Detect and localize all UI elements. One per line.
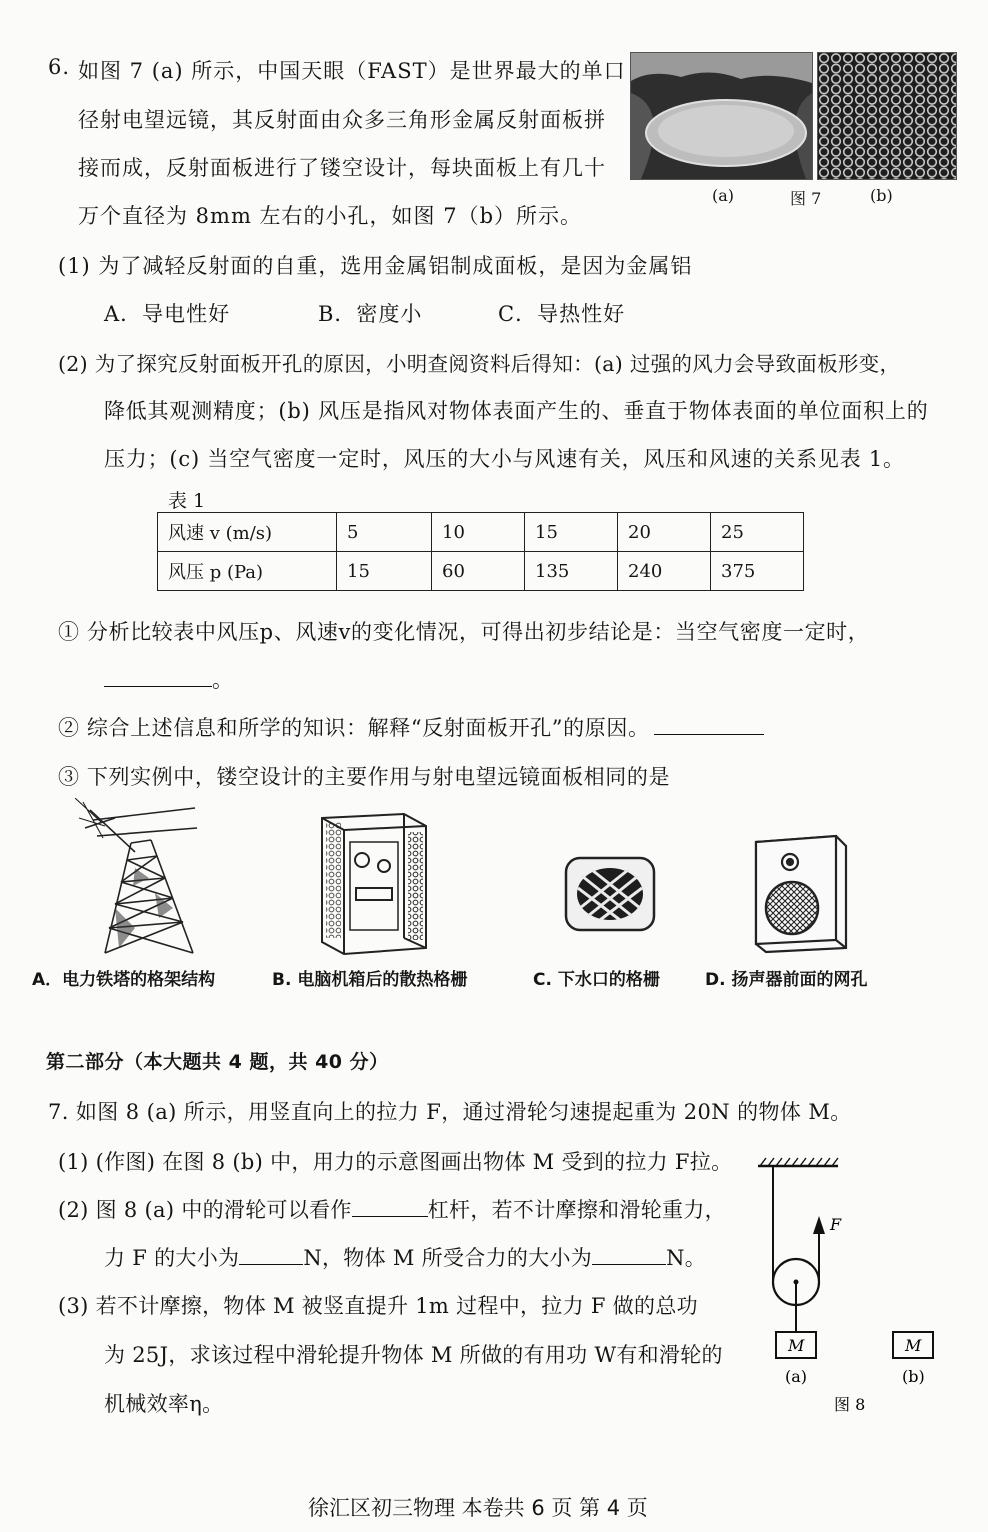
table-cell: 5	[337, 513, 432, 552]
q6-sub1-option-a: A．导电性好	[104, 302, 231, 326]
fig7-label-a: (a)	[712, 186, 735, 205]
part2-heading: 第二部分（本大题共 4 题，共 40 分）	[46, 1051, 389, 1073]
table-cell: 15	[337, 552, 432, 591]
fig7-label-b: (b)	[870, 186, 893, 205]
q6-item2-line	[58, 712, 764, 742]
q6-item1-answer-line	[104, 664, 234, 694]
table-cell: 风速 v (m/s)	[158, 513, 337, 552]
fig8-label-b: (b)	[902, 1367, 925, 1386]
q6-sub2-line-3: 压力；(c) 当空气密度一定时，风压的大小与风速有关，风压和风速的关系见表 1。	[104, 447, 905, 471]
q6-option-c-caption: C. 下水口的格栅	[533, 970, 660, 990]
table1-title: 表 1	[168, 490, 206, 512]
table-row	[158, 552, 804, 591]
q6-option-b-caption: B. 电脑机箱后的散热格栅	[272, 970, 468, 990]
q7-sub2-text-a: (2) 图 8 (a) 中的滑轮可以看作	[58, 1198, 352, 1222]
computer-case-illustration	[314, 808, 434, 956]
q7-sub2-text-b: 杠杆，若不计摩擦和滑轮重力，	[427, 1198, 726, 1222]
q6-item1-line-1: ① 分析比较表中风压p、风速v的变化情况，可得出初步结论是：当空气密度一定时，	[58, 620, 870, 644]
q6-sub1-option-b: B．密度小	[318, 302, 423, 326]
fast-telescope-photo	[630, 52, 813, 180]
table-cell: 60	[432, 552, 525, 591]
q6-number: 6.	[48, 55, 71, 79]
answer-blank[interactable]	[654, 734, 764, 735]
q6-sub1-option-c: C．导热性好	[498, 302, 626, 326]
q7-sub3-line-3: 机械效率η。	[104, 1392, 224, 1416]
table-row	[158, 513, 804, 552]
q7-sub2-text-d: N，物体 M 所受合力的大小为	[303, 1246, 593, 1270]
q6-item1-end: 。	[212, 668, 234, 692]
q6-intro-line-2: 径射电望远镜，其反射面由众多三角形金属反射面板拼	[78, 108, 606, 132]
page-footer: 徐汇区初三物理 本卷共 6 页 第 4 页	[308, 1496, 648, 1520]
pulley-figure	[750, 1150, 950, 1420]
perforated-panel-photo	[817, 52, 957, 180]
force-label: F	[830, 1215, 842, 1234]
wind-pressure-table	[157, 512, 804, 591]
q7-intro: 7. 如图 8 (a) 所示，用竖直向上的拉力 F，通过滑轮匀速提起重为 20N 的物体 M。	[48, 1100, 852, 1124]
ceiling	[758, 1158, 838, 1166]
power-tower-illustration	[75, 798, 215, 958]
table-cell: 25	[711, 513, 804, 552]
mass-label-b: M	[905, 1336, 922, 1355]
table-cell: 135	[525, 552, 618, 591]
table-cell: 20	[618, 513, 711, 552]
fig7-title: 图 7	[790, 189, 822, 208]
q6-sub2-line-1: (2) 为了探究反射面板开孔的原因，小明查阅资料后得知：(a) 过强的风力会导致面板形变，	[58, 352, 901, 376]
q6-item3-text: ③ 下列实例中，镂空设计的主要作用与射电望远镜面板相同的是	[58, 765, 671, 789]
speaker-illustration	[752, 832, 848, 954]
q7-sub1: (1) (作图) 在图 8 (b) 中，用力的示意图画出物体 M 受到的拉力 F拉。	[58, 1150, 733, 1174]
q6-sub2-line-2: 降低其观测精度；(b) 风压是指风对物体表面产生的、垂直于物体表面的单位面积上的	[104, 399, 929, 423]
q6-option-d-caption: D. 扬声器前面的网孔	[705, 970, 868, 990]
q7-sub3-line-2: 为 25J，求该过程中滑轮提升物体 M 所做的有用功 W有和滑轮的	[104, 1343, 723, 1367]
q7-sub2-line-2	[104, 1242, 706, 1272]
fig8-label-a: (a)	[785, 1367, 808, 1386]
table-cell: 375	[711, 552, 804, 591]
q7-sub2-line-1	[58, 1194, 726, 1224]
force-arrow	[813, 1216, 825, 1234]
q6-intro-line-3: 接而成，反射面板进行了镂空设计，每块面板上有几十	[78, 156, 606, 180]
mass-label-a: M	[788, 1336, 805, 1355]
answer-blank[interactable]	[352, 1216, 428, 1217]
answer-blank[interactable]	[592, 1264, 666, 1265]
q7-sub3-line-1: (3) 若不计摩擦，物体 M 被竖直提升 1m 过程中，拉力 F 做的总功	[58, 1294, 698, 1318]
q6-sub1-text: (1) 为了减轻反射面的自重，选用金属铝制成面板，是因为金属铝	[58, 254, 693, 278]
q6-intro-line-1: 如图 7 (a) 所示，中国天眼（FAST）是世界最大的单口	[78, 59, 626, 83]
drain-grate-illustration	[562, 854, 658, 934]
answer-blank[interactable]	[239, 1264, 303, 1265]
q6-intro-line-4: 万个直径为 8mm 左右的小孔，如图 7（b）所示。	[78, 204, 583, 228]
fig8-title: 图 8	[834, 1395, 866, 1414]
answer-blank[interactable]	[104, 686, 212, 687]
table-cell: 240	[618, 552, 711, 591]
q7-sub2-text-e: N。	[666, 1246, 707, 1270]
table-cell: 15	[525, 513, 618, 552]
table-cell: 10	[432, 513, 525, 552]
q7-sub2-text-c: 力 F 的大小为	[104, 1246, 240, 1270]
q6-item2-text: ② 综合上述信息和所学的知识：解释“反射面板开孔”的原因。	[58, 716, 650, 740]
q6-option-a-caption: A．电力铁塔的格架结构	[32, 970, 216, 990]
table-cell: 风压 p (Pa)	[158, 552, 337, 591]
